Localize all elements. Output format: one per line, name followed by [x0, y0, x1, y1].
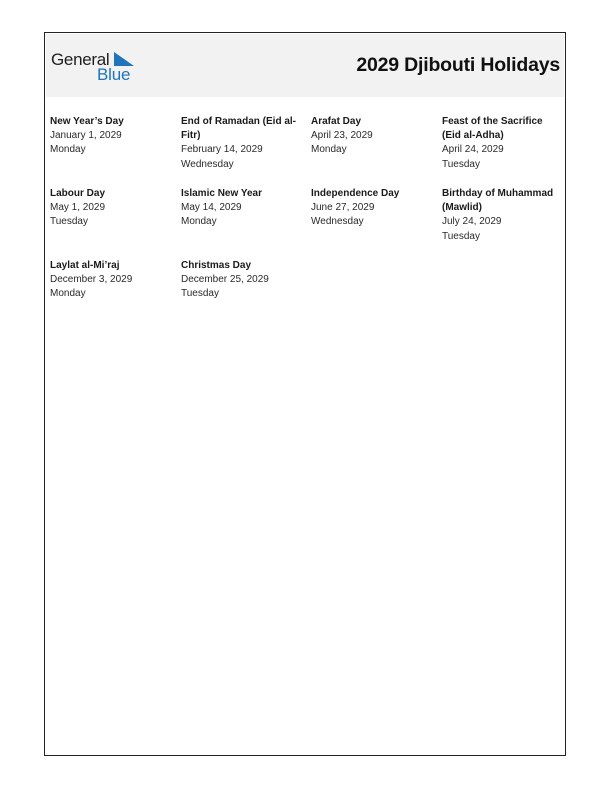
holiday-entry: [442, 115, 566, 181]
holiday-name: Arafat Day: [311, 116, 362, 127]
holiday-weekday: Monday: [311, 144, 347, 156]
holiday-entry: [50, 259, 181, 325]
holiday-weekday: Wednesday: [181, 158, 234, 170]
page-frame: [44, 32, 566, 756]
holiday-date: December 3, 2029: [50, 274, 133, 286]
holiday-date: April 24, 2029: [442, 144, 504, 156]
holiday-date: January 1, 2029: [50, 130, 122, 142]
holiday-entry: [50, 187, 181, 253]
holiday-date: May 14, 2029: [181, 202, 242, 214]
holiday-entry: [442, 187, 566, 253]
holiday-weekday: Wednesday: [311, 216, 364, 228]
holiday-weekday: Tuesday: [442, 158, 480, 170]
holiday-weekday: Tuesday: [50, 216, 88, 228]
holiday-weekday: Tuesday: [442, 230, 480, 242]
holiday-name: Birthday of Muhammad (Mawlid): [442, 188, 554, 214]
holiday-entry: [181, 259, 311, 325]
generalblue-logo[interactable]: [51, 50, 141, 84]
holiday-entry: [311, 115, 442, 181]
holiday-name: Islamic New Year: [181, 188, 262, 199]
holiday-name: Laylat al-Mi’raj: [50, 260, 120, 271]
holiday-date: July 24, 2029: [442, 216, 502, 228]
holiday-entry: [50, 115, 181, 181]
holiday-entry: [181, 187, 311, 253]
page-title: 2029 Djibouti Holidays: [356, 54, 560, 76]
holiday-name: End of Ramadan (Eid al-Fitr): [181, 116, 297, 142]
holiday-date: April 23, 2029: [311, 130, 373, 142]
holiday-list: [50, 115, 566, 325]
holiday-date: May 1, 2029: [50, 202, 106, 214]
holiday-weekday: Tuesday: [181, 288, 219, 300]
logo-word-general: General: [51, 50, 110, 69]
holiday-weekday: Monday: [181, 216, 217, 228]
holiday-date: February 14, 2029: [181, 144, 263, 156]
holiday-date: June 27, 2029: [311, 202, 375, 214]
holiday-name: New Year’s Day: [50, 116, 124, 127]
holiday-name: Feast of the Sacrifice (Eid al-Adha): [442, 116, 543, 142]
holiday-name: Labour Day: [50, 188, 106, 199]
header: [46, 34, 564, 97]
holiday-name: Independence Day: [311, 188, 400, 199]
holiday-weekday: Monday: [50, 288, 86, 300]
holiday-date: December 25, 2029: [181, 274, 269, 286]
logo-word-blue: Blue: [97, 65, 131, 84]
holiday-weekday: Monday: [50, 144, 86, 156]
holiday-entry: [181, 115, 311, 181]
holiday-entry: [311, 187, 442, 253]
holiday-name: Christmas Day: [181, 260, 252, 271]
